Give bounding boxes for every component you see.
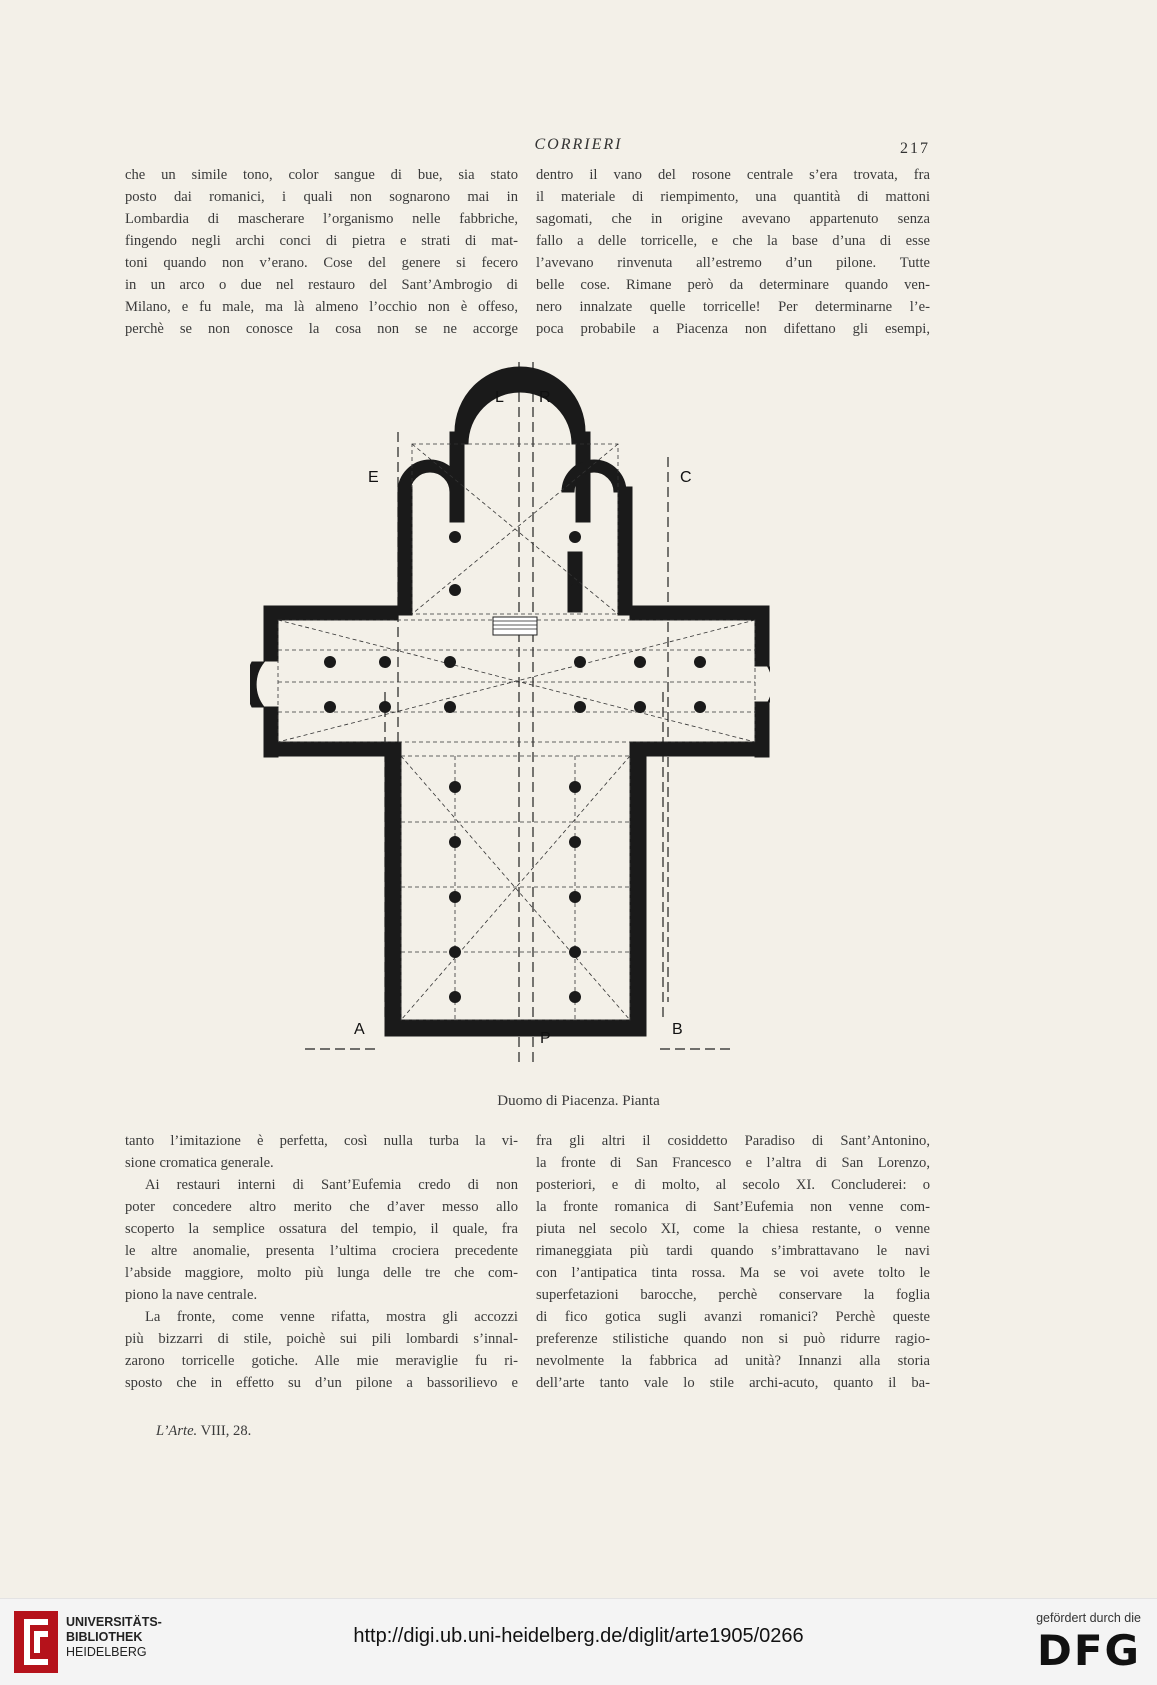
text-line: la fronte di San Francesco e l’altra di San Lorenzo, xyxy=(536,1155,930,1171)
dfg-logo: DFG xyxy=(1036,1626,1141,1675)
text-column-top-left xyxy=(125,164,518,340)
label-p: P xyxy=(540,1030,551,1047)
library-name-line: BIBLIOTHEK xyxy=(66,1630,143,1644)
funder-label: gefördert durch die xyxy=(1036,1611,1141,1625)
library-name-line: UNIVERSITÄTS- xyxy=(66,1615,162,1629)
text-column-bottom-right xyxy=(536,1130,930,1394)
text-line: l’avevano rinvenuta all’estremo d’un pilone. Tutte xyxy=(536,255,930,271)
text-line: sione cromatica generale. xyxy=(125,1155,274,1171)
text-line: sposto che in effetto su d’un pilone a bassorilievo e xyxy=(125,1375,518,1391)
label-l: L xyxy=(495,389,504,406)
label-b: B xyxy=(672,1021,683,1038)
label-r: R xyxy=(539,389,551,406)
label-c: C xyxy=(680,469,692,486)
text-line: nero innalzate quelle torricelle! Per determinarne l’e- xyxy=(536,299,930,315)
figure-caption: Duomo di Piacenza. Pianta xyxy=(497,1093,660,1109)
text-line: in un arco o due nel restauro del Sant’Ambrogio di xyxy=(125,277,518,293)
text-line: che un simile tono, color sangue di bue, sia stato xyxy=(125,167,518,183)
text-line: fingendo negli archi conci di pietra e strati di mat- xyxy=(125,233,518,249)
volume-number: VIII, 28. xyxy=(197,1423,252,1439)
text-line: di fico gotica sugli avanzi romanici? Perchè queste xyxy=(536,1309,930,1325)
text-line: tanto l’imitazione è perfetta, così nulla turba la vi- xyxy=(125,1133,518,1149)
text-line: belle cose. Rimane però da determinare quando ven- xyxy=(536,277,930,293)
text-line: La fronte, come venne rifatta, mostra gli accozzi xyxy=(145,1309,518,1325)
altar-steps xyxy=(493,617,537,635)
text-line: toni quando non v’erano. Cose del genere si fecero xyxy=(125,255,518,271)
journal-signature xyxy=(156,1423,251,1440)
text-line: la fronte romanica di Sant’Eufemia non venne com- xyxy=(536,1199,930,1215)
text-line: posteriori, e di molto, al secolo XI. Concluderei: o xyxy=(536,1177,930,1193)
text-line: le altre anomalie, presenta l’ultima crociera precedente xyxy=(125,1243,518,1259)
text-line: poter concedere altro merito che d’aver messo allo xyxy=(125,1199,518,1215)
text-line: poca probabile a Piacenza non difettano gli esempi, xyxy=(536,321,930,337)
digitization-bar xyxy=(0,1598,1157,1685)
floor-plan-figure xyxy=(250,362,770,1082)
plan-piers xyxy=(324,531,706,1003)
label-e: E xyxy=(368,469,379,486)
text-line: superfetazioni barocche, perchè conservare la foglia xyxy=(536,1287,930,1303)
text-line: Lombardia di mascherare l’organismo nelle fabbriche, xyxy=(125,211,518,227)
text-line: con l’antipatica tinta rossa. Ma se voi avete tolto le xyxy=(536,1265,930,1281)
text-line: l’abside maggiore, molto più lunga delle tre che com- xyxy=(125,1265,518,1281)
text-line: rimaneggiata più tardi quando s’imbrattavano le navi xyxy=(536,1243,930,1259)
permalink[interactable]: http://digi.ub.uni-heidelberg.de/diglit/arte1905/0266 xyxy=(353,1625,804,1647)
running-head: CORRIERI xyxy=(534,136,623,153)
text-line: più bizzarri di stile, poichè sui pili lombardi s’innal- xyxy=(125,1331,518,1347)
text-line: piono la nave centrale. xyxy=(125,1287,258,1303)
text-line: preferenze stilistiche quando non si può ridurre ragio- xyxy=(536,1331,930,1347)
text-line: zarono torricelle gotiche. Alle mie meraviglie fu ri- xyxy=(125,1353,518,1369)
text-line: posto dai romanici, i quali non sognarono mai in xyxy=(125,189,518,205)
text-line: il materiale di riempimento, una quantità di mattoni xyxy=(536,189,930,205)
text-line: Milano, e fu male, ma là almeno l’occhio non è offeso, xyxy=(125,299,518,315)
label-a: A xyxy=(354,1021,365,1038)
page-number: 217 xyxy=(900,140,930,157)
vault-lines xyxy=(278,444,755,1020)
text-line: fra gli altri il cosiddetto Paradiso di Sant’Antonino, xyxy=(536,1133,930,1149)
text-column-top-right xyxy=(536,164,930,340)
text-line: sagomati, che in origine avevano appartenuto senza xyxy=(536,211,930,227)
text-line: nevolmente la fabbrica ad unità? Innanzi alla storia xyxy=(536,1353,930,1369)
text-line: perchè se non conosce la cosa non se ne accorge xyxy=(125,321,518,337)
journal-title: L’Arte. xyxy=(156,1423,198,1439)
text-line: scoperto la semplice ossatura del tempio, il quale, fra xyxy=(125,1221,518,1237)
text-line: piuta nel secolo XI, come la chiesa restante, o venne xyxy=(536,1221,930,1237)
text-column-bottom-left xyxy=(125,1130,518,1394)
text-line: fallo a delle torricelle, e che la base d’una di esse xyxy=(536,233,930,249)
text-line: dell’arte tanto vale lo stile archi-acuto, quanto il ba- xyxy=(536,1375,930,1391)
text-line: Ai restauri interni di Sant’Eufemia credo di non xyxy=(145,1177,518,1193)
library-name-line: HEIDELBERG xyxy=(66,1645,147,1659)
text-line: dentro il vano del rosone centrale s’era trovata, fra xyxy=(536,167,930,183)
